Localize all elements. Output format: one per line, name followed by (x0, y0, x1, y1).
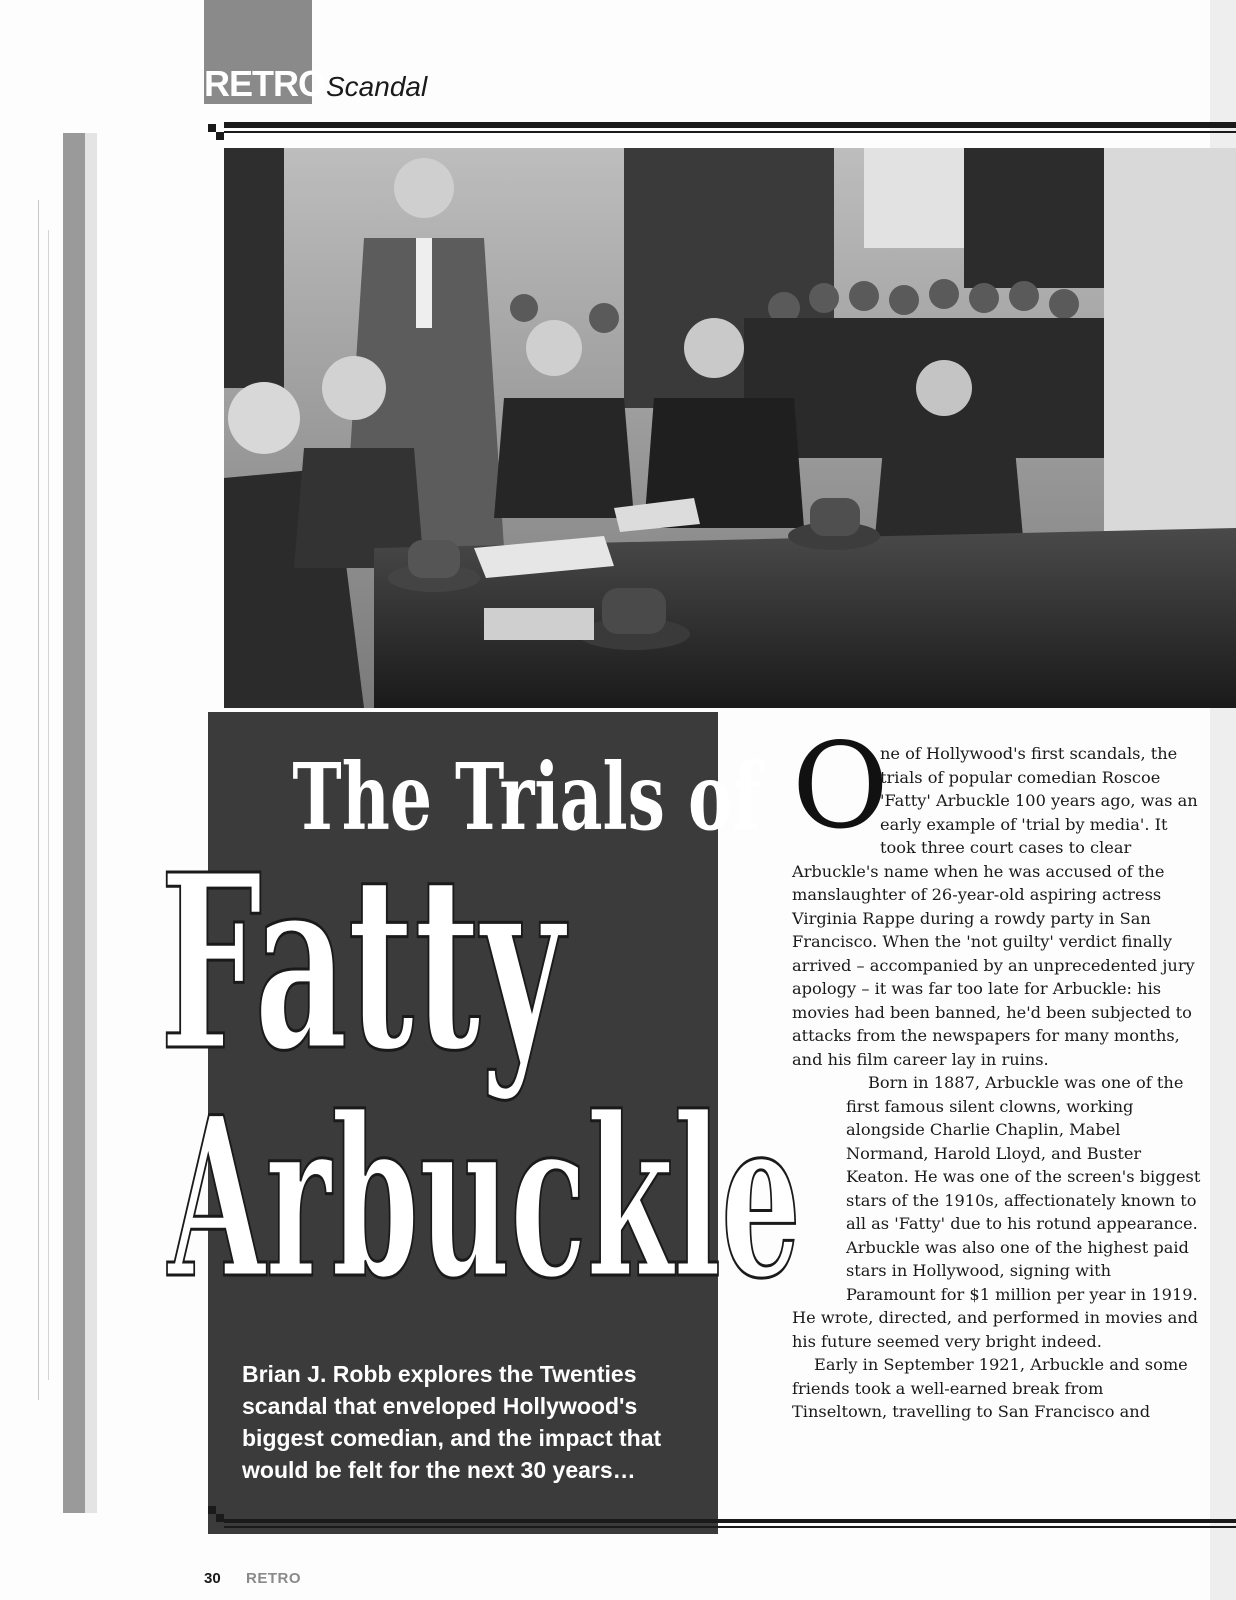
photo-illustration (224, 148, 1236, 708)
corner-mark (216, 1514, 224, 1522)
page-edge-strip (63, 133, 85, 1513)
page-edge-line (38, 200, 39, 1400)
top-rule (224, 122, 1236, 128)
headline-line-1: The Trials of (292, 743, 761, 851)
drop-cap: O (792, 717, 889, 855)
corner-mark (208, 124, 216, 132)
headline-line-2: Fatty (160, 822, 565, 1104)
corner-mark (216, 132, 224, 140)
corner-mark (208, 1506, 216, 1514)
paragraph-1: ne of Hollywood's first scandals, the trials of popular comedian Roscoe 'Fatty' Arbuckle 100 years ago, was an early example of 'trial by media'. It took three court cases to clear Arbuckle's name when he was accused of the manslaughter of 26-year-old aspiring actress Virginia Rappe during a rowdy party in San Francisco. When the 'not guilty' verdict finally arrived – accompanied by an unprecedented jury apology – it was far too late for Arbuckle: his movies had been banned, he'd been subjected to attacks from the newspapers for many months, and his film career lay in ruins. (792, 744, 1198, 1069)
section-label: RETRO (204, 63, 325, 104)
bottom-rule (224, 1519, 1236, 1523)
page-edge-line (48, 230, 49, 1380)
standfirst: Brian J. Robb explores the Twenties scandal that enveloped Hollywood's biggest comedian, and the impact that would be felt for the next 30 years… (242, 1361, 662, 1483)
article-body (792, 717, 1202, 1424)
page-number: 30 (204, 1570, 221, 1587)
bottom-rule-thin (224, 1526, 1236, 1528)
headline-line-3: Arbuckle (168, 1068, 801, 1327)
paragraph-2: Born in 1887, Arbuckle was one of the first famous silent clowns, working alongside Charlie Chaplin, Mabel Normand, Harold Lloyd, and Buster Keaton. He was one of the screen's biggest stars of the 1910s, affectionately known to all as 'Fatty' due to his rotund appearance. Arbuckle was also one of the highest paid stars in Hollywood, signing with Paramount for $1 million per year in 1919. He wrote, directed, and performed in movies and his future seemed very bright indeed. (792, 1073, 1201, 1351)
top-rule-thin (224, 131, 1236, 133)
courtroom-photo (224, 148, 1236, 708)
subsection-label: Scandal (326, 71, 428, 102)
page-edge-strip (85, 133, 97, 1513)
title-wrap-spacer (792, 1071, 846, 1283)
magazine-name: RETRO (246, 1570, 301, 1587)
paragraph-3: Early in September 1921, Arbuckle and some friends took a well-earned break from Tinseltown, travelling to San Francisco and (792, 1355, 1188, 1421)
